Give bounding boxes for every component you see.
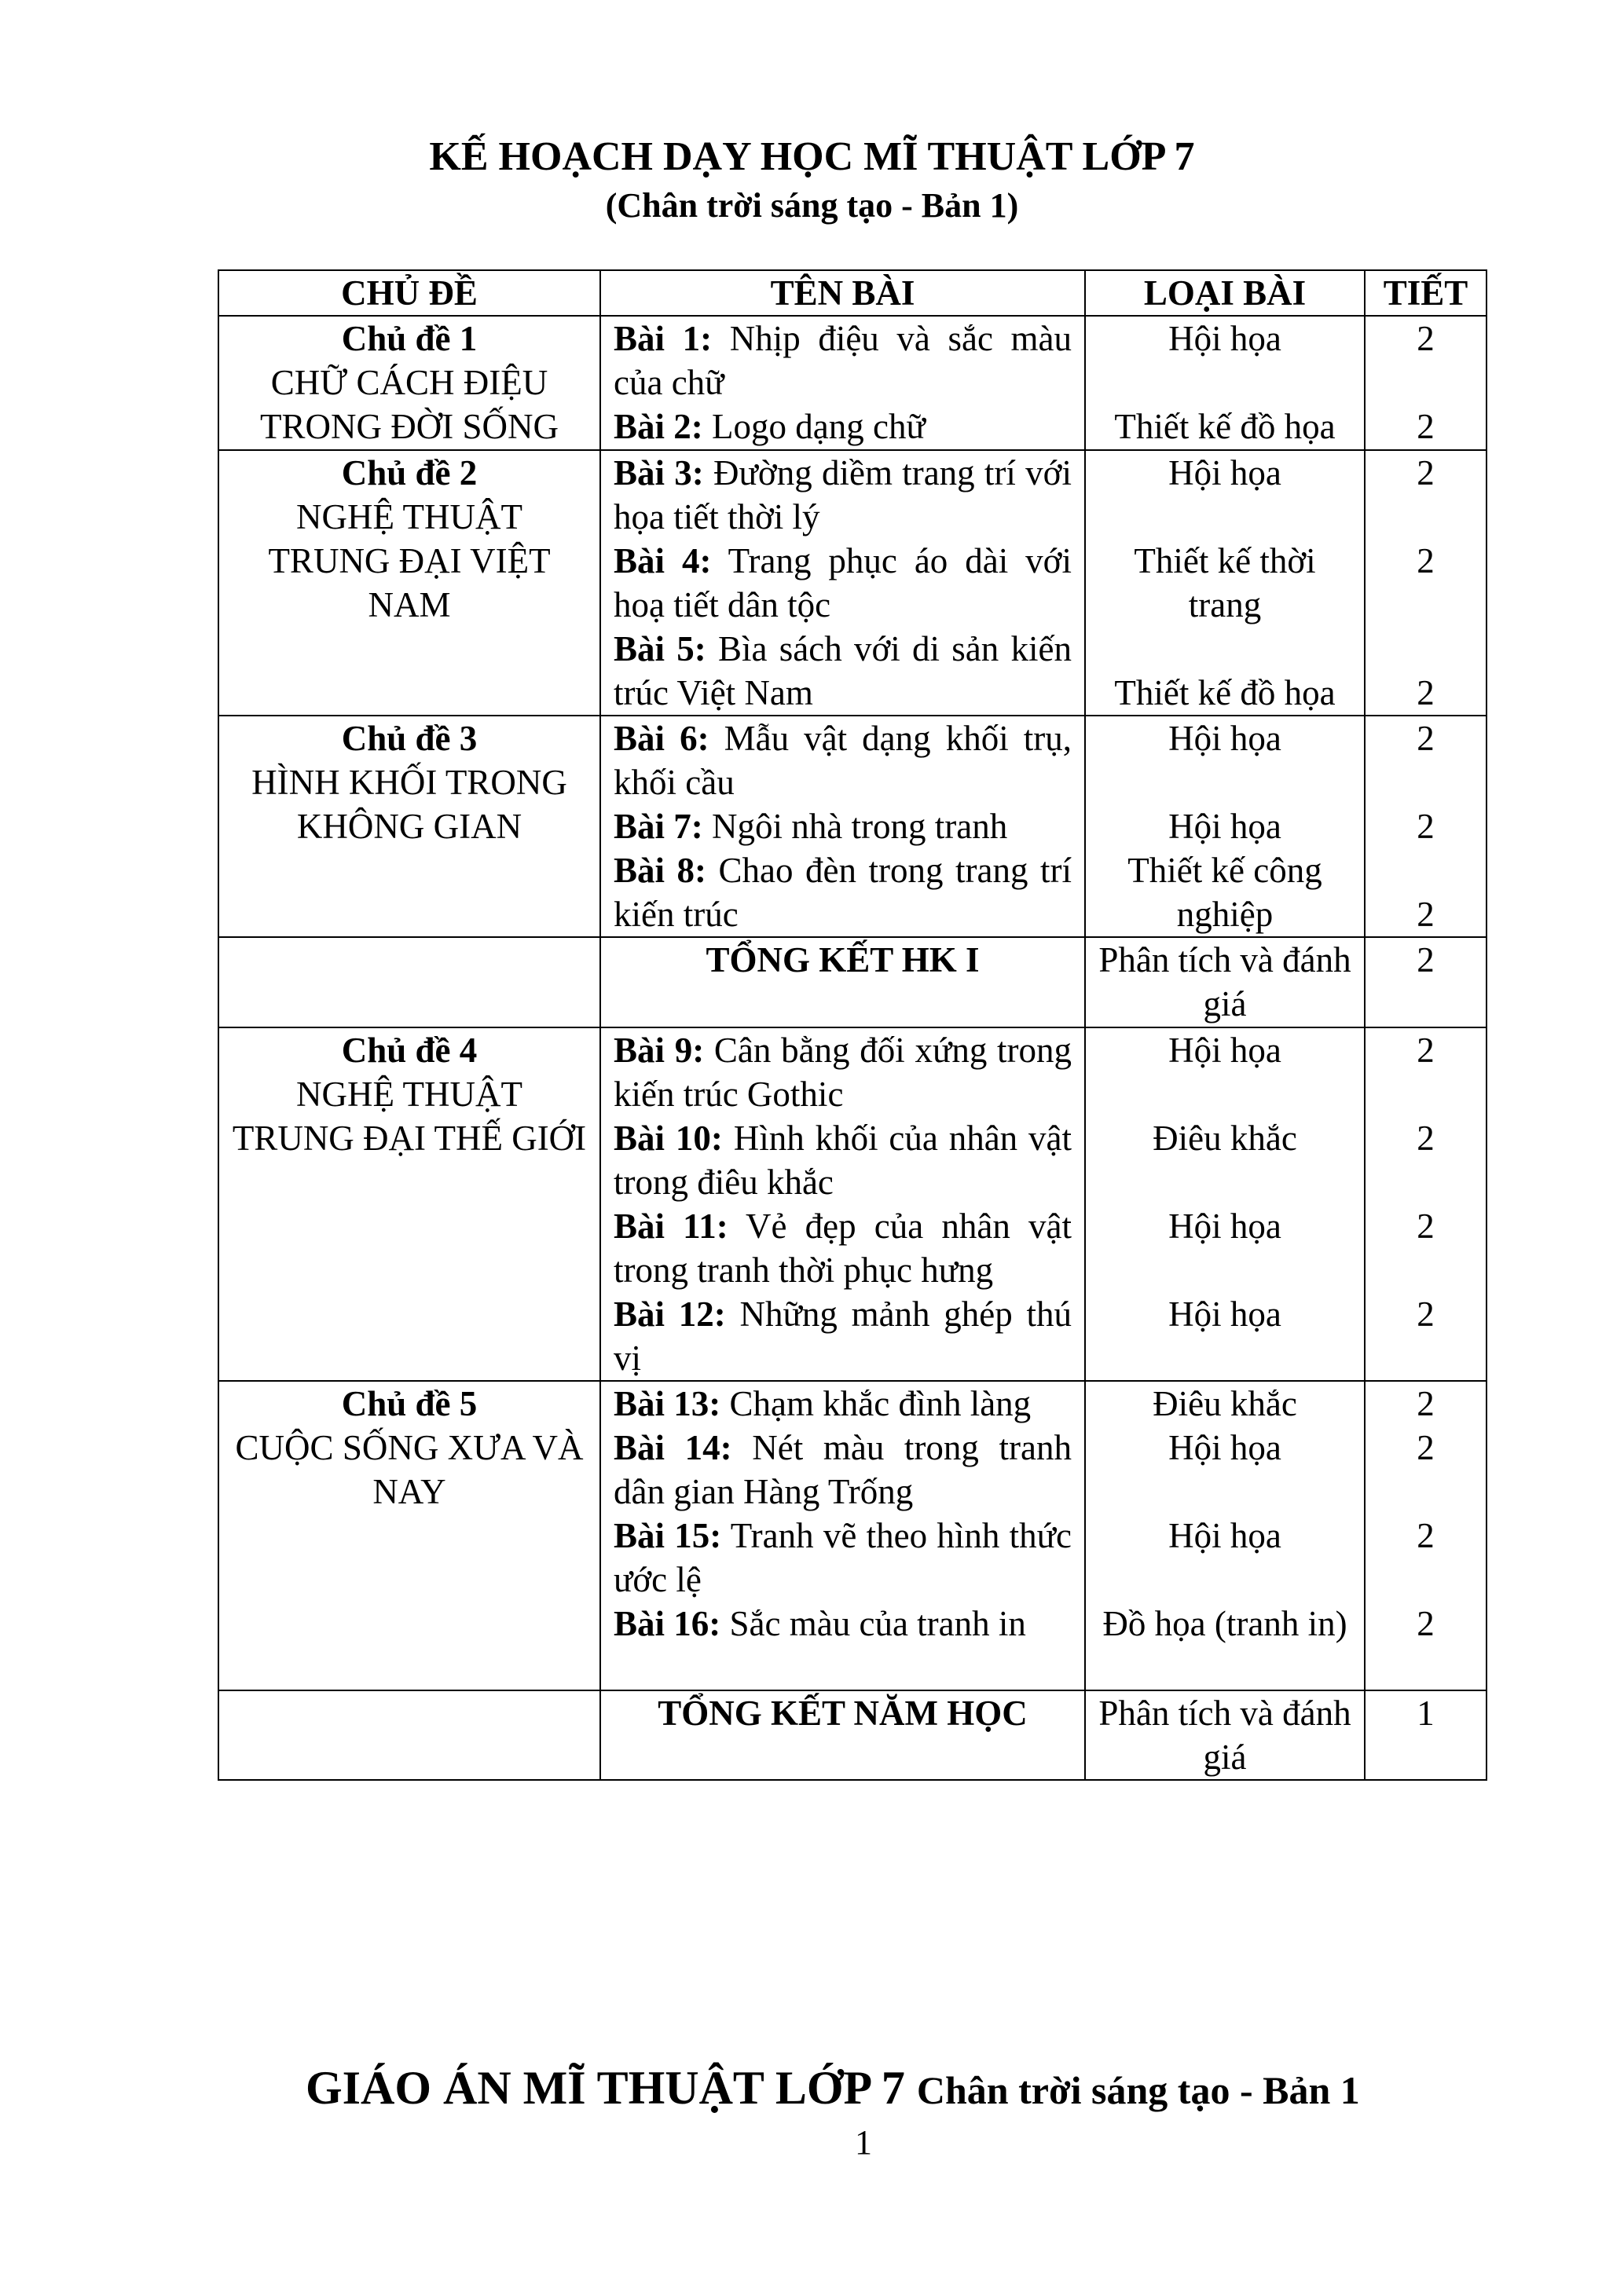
lessons-cell	[600, 450, 1085, 716]
lesson-item: Bài 13: Chạm khắc đình làng	[614, 1384, 1032, 1423]
footer-title	[306, 2058, 1360, 2120]
lesson-item: Bài 14: Nét màu trong tranh dân gian Hàng Trống	[614, 1428, 1072, 1511]
periods-cell: 2 2 2 2	[1365, 1381, 1487, 1690]
header-periods: TIẾT	[1365, 270, 1487, 316]
lesson-item: Bài 4: Trang phục áo dài với hoạ tiết dân tộc	[614, 541, 1072, 624]
footer-title-main: GIÁO ÁN MĨ THUẬT LỚP 7	[306, 2062, 905, 2114]
summary-type: Phân tích và đánh giá	[1085, 1690, 1365, 1780]
type-cell: Hội họa Thiết kế đồ họa	[1085, 316, 1365, 450]
empty-cell	[218, 937, 600, 1027]
topic-name: NGHỆ THUẬT TRUNG ĐẠI VIỆT NAM	[268, 497, 551, 624]
header-type: LOẠI BÀI	[1085, 270, 1365, 316]
summary-periods: 1	[1365, 1690, 1487, 1780]
lessons-cell	[600, 716, 1085, 937]
lesson-item: Bài 9: Cân bằng đối xứng trong kiến trúc Gothic	[614, 1031, 1072, 1114]
lesson-plan-table	[218, 269, 1487, 1781]
lesson-item: Bài 15: Tranh vẽ theo hình thức ước lệ	[614, 1516, 1072, 1599]
table-row	[218, 1027, 1487, 1381]
lessons-cell	[600, 316, 1085, 450]
page-subtitle: (Chân trời sáng tạo - Bản 1)	[605, 186, 1019, 225]
empty-cell	[218, 1690, 600, 1780]
table-row	[218, 1690, 1487, 1780]
lesson-item: Bài 2: Logo dạng chữ	[614, 407, 926, 446]
summary-title: TỔNG KẾT HK I	[600, 937, 1085, 1027]
topic-cell	[218, 316, 600, 450]
lesson-item: Bài 5: Bìa sách với di sản kiến trúc Việt Nam	[614, 629, 1072, 712]
table-header-row	[218, 270, 1487, 316]
table-row	[218, 716, 1487, 937]
periods-cell: 2 2 2	[1365, 450, 1487, 716]
topic-name: CUỘC SỐNG XƯA VÀ NAY	[235, 1428, 584, 1511]
topic-name: HÌNH KHỐI TRONG KHÔNG GIAN	[251, 763, 567, 846]
lesson-item: Bài 11: Vẻ đẹp của nhân vật trong tranh thời phục hưng	[614, 1207, 1072, 1290]
table-row	[218, 316, 1487, 450]
periods-cell: 2 2 2 2	[1365, 1027, 1487, 1381]
page-title: KẾ HOẠCH DẠY HỌC MĨ THUẬT LỚP 7	[429, 134, 1195, 179]
topic-cell	[218, 1381, 600, 1690]
topic-label: Chủ đề 3	[341, 719, 478, 758]
header-topic: CHỦ ĐỀ	[218, 270, 600, 316]
lesson-item: Bài 16: Sắc màu của tranh in	[614, 1604, 1026, 1643]
topic-label: Chủ đề 5	[341, 1384, 478, 1423]
lesson-item: Bài 3: Đường diềm trang trí với họa tiết thời lý	[614, 453, 1072, 536]
topic-label: Chủ đề 2	[341, 453, 478, 493]
header-lesson: TÊN BÀI	[600, 270, 1085, 316]
lesson-item: Bài 1: Nhịp điệu và sắc màu của chữ	[614, 319, 1072, 402]
periods-cell: 2 2	[1365, 316, 1487, 450]
type-cell: Điêu khắc Hội họa Hội họa Đồ họa (tranh in)	[1085, 1381, 1365, 1690]
periods-cell: 2 2 2	[1365, 716, 1487, 937]
topic-name: NGHỆ THUẬT TRUNG ĐẠI THẾ GIỚI	[232, 1075, 587, 1158]
type-cell: Hội họa Điêu khắc Hội họa Hội họa	[1085, 1027, 1365, 1381]
table-row	[218, 937, 1487, 1027]
lesson-item: Bài 10: Hình khối của nhân vật trong điêu khắc	[614, 1119, 1072, 1202]
lesson-item: Bài 12: Những mảnh ghép thú vị	[614, 1294, 1072, 1378]
lessons-cell	[600, 1027, 1085, 1381]
type-cell: Hội họa Hội họa Thiết kế công nghiệp	[1085, 716, 1365, 937]
topic-cell	[218, 1027, 600, 1381]
lesson-item: Bài 7: Ngôi nhà trong tranh	[614, 807, 1008, 846]
lesson-item: Bài 8: Chao đèn trong trang trí kiến trúc	[614, 851, 1072, 934]
footer-title-sub: Chân trời sáng tạo - Bản 1	[916, 2068, 1360, 2112]
topic-label: Chủ đề 4	[341, 1031, 478, 1070]
topic-cell	[218, 450, 600, 716]
topic-name: CHỮ CÁCH ĐIỆU TRONG ĐỜI SỐNG	[260, 363, 559, 446]
summary-type: Phân tích và đánh giá	[1085, 937, 1365, 1027]
summary-periods: 2	[1365, 937, 1487, 1027]
lesson-item: Bài 6: Mẫu vật dạng khối trụ, khối cầu	[614, 719, 1072, 802]
page-number: 1	[855, 2123, 872, 2162]
lessons-cell	[600, 1381, 1085, 1690]
summary-title: TỔNG KẾT NĂM HỌC	[600, 1690, 1085, 1780]
table-row	[218, 1381, 1487, 1690]
table-row	[218, 450, 1487, 716]
topic-label: Chủ đề 1	[341, 319, 478, 358]
type-cell: Hội họa Thiết kế thời trang Thiết kế đồ họa	[1085, 450, 1365, 716]
topic-cell	[218, 716, 600, 937]
